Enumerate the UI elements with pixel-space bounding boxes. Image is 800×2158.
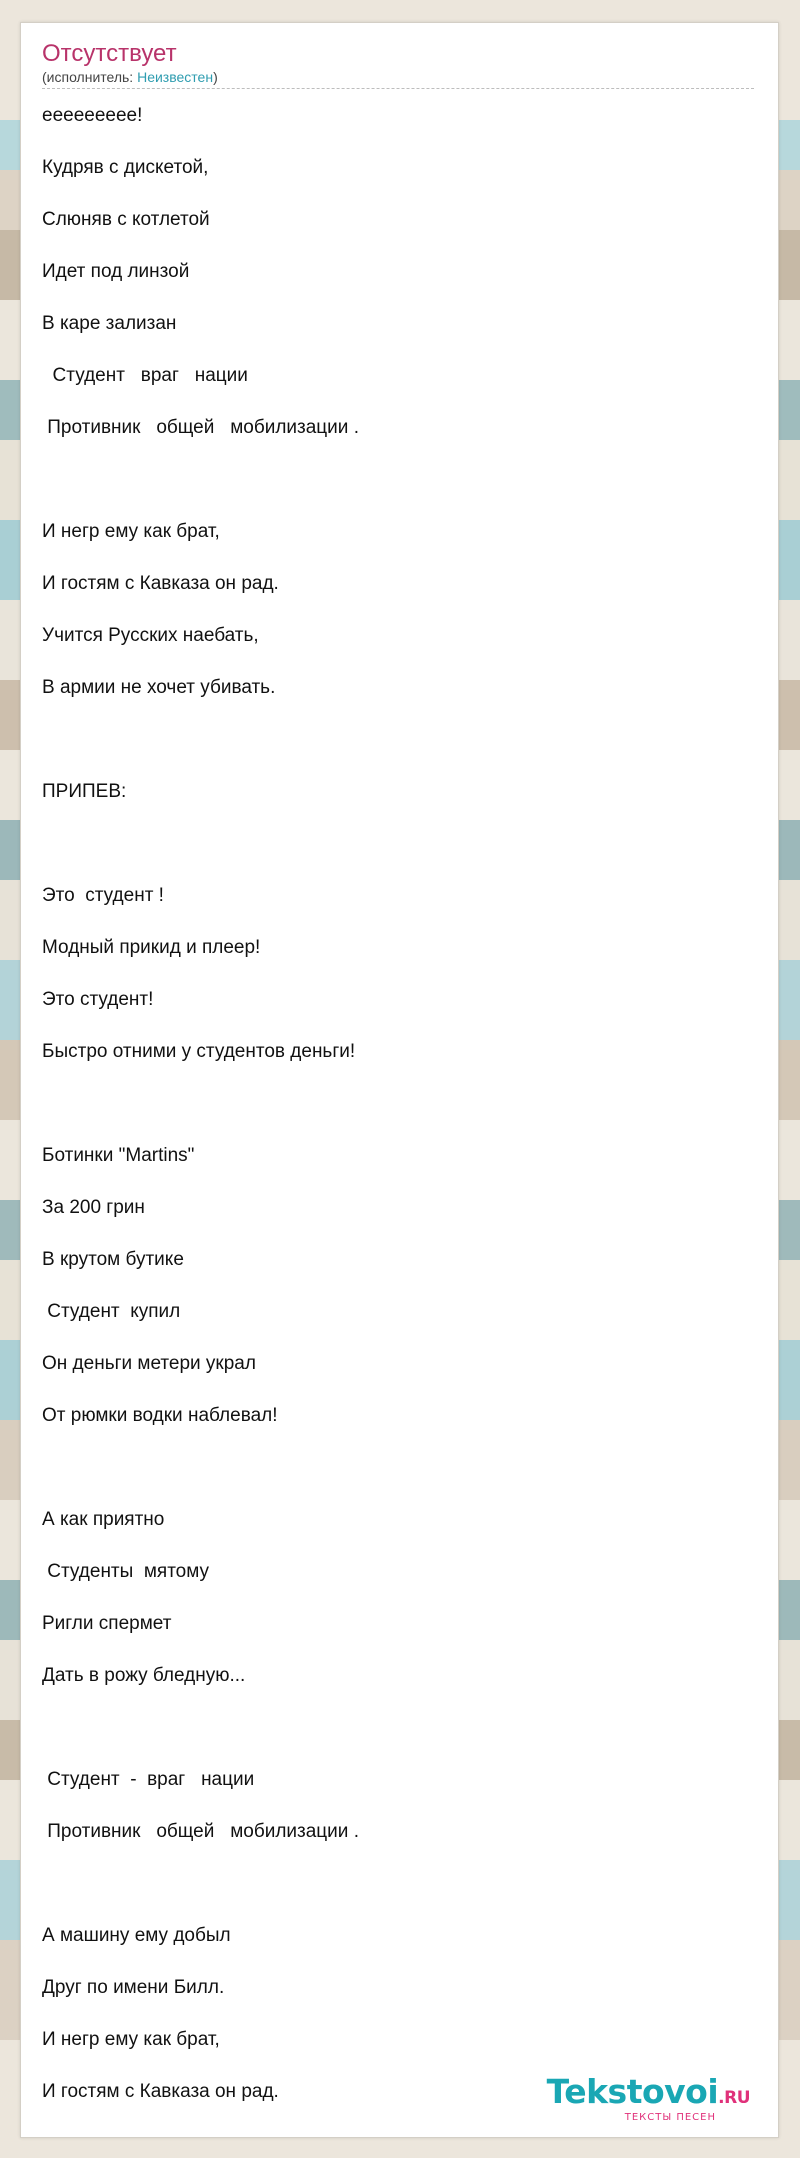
lyric-line: За 200 грин	[42, 1197, 145, 1218]
lyric-line: Ботинки "Martins"	[42, 1145, 195, 1166]
lyric-line: А машину ему добыл	[42, 1925, 231, 1946]
lyric-line: Модный прикид и плеер!	[42, 937, 261, 958]
lyric-line: Быстро отними у студентов деньги!	[42, 1041, 356, 1062]
artist-link[interactable]: Неизвестен	[137, 69, 214, 85]
lyric-line: Это студент!	[42, 989, 154, 1010]
lyric-line	[42, 1873, 754, 1925]
lyric-line: Учится Русских наебать,	[42, 625, 259, 646]
artist-line	[42, 68, 754, 86]
artist-suffix: )	[213, 69, 218, 85]
song-title: Отсутствует	[42, 40, 177, 67]
lyric-line	[42, 833, 754, 885]
logo-tld: .RU	[718, 2088, 750, 2108]
lyric-line: Друг по имени Билл.	[42, 1977, 225, 1998]
site-logo[interactable]	[546, 2072, 750, 2123]
lyric-line: Кудряв с дискетой,	[42, 157, 209, 178]
lyric-line: В каре зализан	[42, 313, 177, 334]
lyric-line: И гостям с Кавказа он рад.	[42, 573, 279, 594]
lyrics-body	[42, 105, 754, 2133]
lyric-line: Ригли спермет	[42, 1613, 172, 1634]
lyrics-card	[20, 22, 779, 2138]
lyric-line: Противник общей мобилизации .	[42, 417, 359, 438]
logo-tagline: ТЕКСТЫ ПЕСЕН	[624, 2112, 716, 2123]
lyric-line	[42, 1457, 754, 1509]
lyric-line: И негр ему как брат,	[42, 521, 220, 542]
lyric-line: ПРИПЕВ:	[42, 781, 127, 802]
lyric-line: Студент враг нации	[42, 365, 248, 386]
lyric-line: В армии не хочет убивать.	[42, 677, 276, 698]
lyric-line: Противник общей мобилизации .	[42, 1821, 359, 1842]
lyric-line: Студент - враг нации	[42, 1769, 255, 1790]
lyric-line: Идет под линзой	[42, 261, 190, 282]
lyric-line: Слюняв с котлетой	[42, 209, 210, 230]
lyric-line: В крутом бутике	[42, 1249, 184, 1270]
lyric-line	[42, 469, 754, 521]
lyric-line: И гостям с Кавказа он рад.	[42, 2081, 279, 2102]
song-header	[42, 40, 754, 89]
lyric-line: И негр ему как брат,	[42, 2029, 220, 2050]
logo-name: Tekstovoi	[546, 2072, 719, 2111]
lyric-line: Дать в рожу бледную...	[42, 1665, 246, 1686]
artist-prefix: (исполнитель:	[42, 69, 138, 85]
lyric-line: А как приятно	[42, 1509, 165, 1530]
logo-wordmark	[546, 2072, 750, 2115]
lyric-line	[42, 1093, 754, 1145]
lyric-line: Студенты мятому	[42, 1561, 210, 1582]
lyric-line	[42, 729, 754, 781]
lyric-line	[42, 1717, 754, 1769]
lyric-line: Студент купил	[42, 1301, 181, 1322]
lyric-line: Он деньги метери украл	[42, 1353, 256, 1374]
lyric-line: еееееееее!	[42, 105, 143, 126]
lyric-line: От рюмки водки наблевал!	[42, 1405, 278, 1426]
lyric-line: Это студент !	[42, 885, 164, 906]
